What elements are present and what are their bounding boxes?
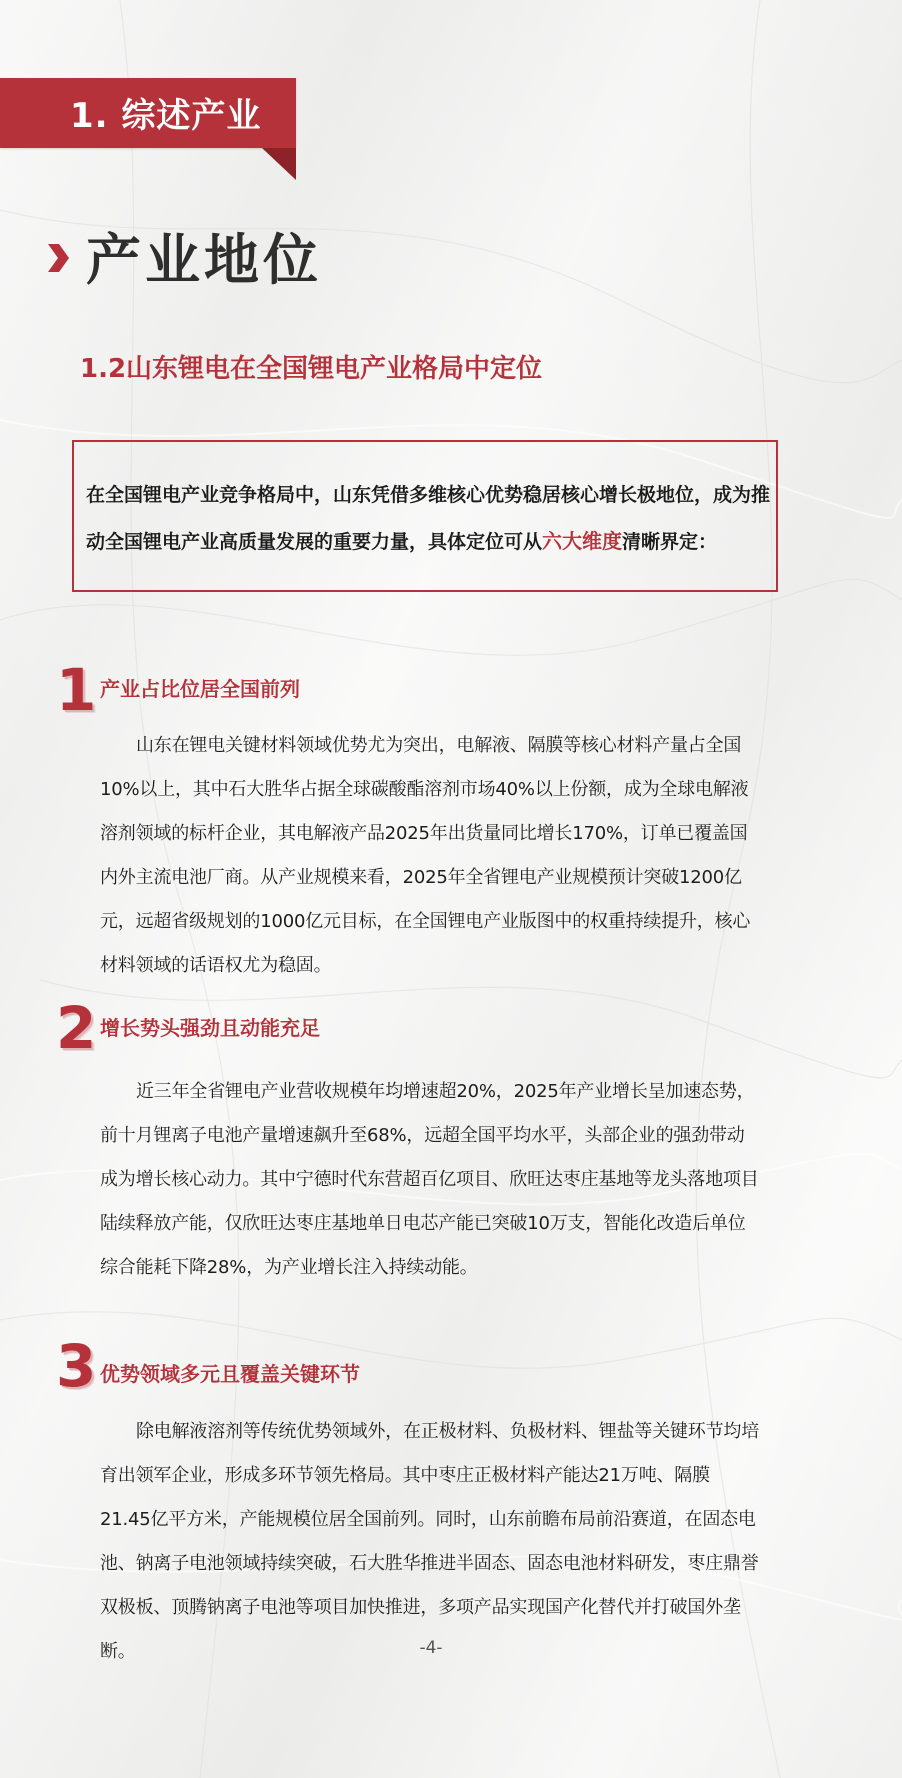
section-tag-fold (262, 148, 296, 180)
item-title: 优势领域多元且覆盖关键环节 (100, 1362, 360, 1386)
item-title: 产业占比位居全国前列 (100, 677, 300, 701)
item-number: 1 (56, 656, 97, 724)
item-number: 2 (56, 994, 97, 1062)
intro-highlight: 六大维度 (542, 529, 623, 553)
intro-text-after: 清晰界定： (622, 531, 718, 553)
item-body: 山东在锂电关键材料领域优势尤为突出，电解液、隔膜等核心材料产量占全国10%以上，其中石大胜华占据全球碳酸酯溶剂市场40%以上份额，成为全球电解液溶剂领域的标杆企业，其电解液产品2025年出货量同比增长170%，订单已覆盖国内外主流电池厂商。从产业规模来看，2025年全省锂电产业规模预计突破1200亿元，远超省级规划的1000亿元目标，在全国锂电产业版图中的权重持续提升，核心材料领域的话语权尤为稳固。 (100, 735, 751, 976)
section-tag-label: 1. 综述产业 (70, 96, 262, 136)
section-subtitle: 1.2山东锂电在全国锂电产业格局中定位 (80, 354, 543, 384)
item-number: 3 (56, 1332, 97, 1400)
item-body: 除电解液溶剂等传统优势领域外，在正极材料、负极材料、锂盐等关键环节均培育出领军企业，形成多环节领先格局。其中枣庄正极材料产能达21万吨、隔膜21.45亿平方米，产能规模位居全国前列。同时，山东前瞻布局前沿赛道，在固态电池、钠离子电池领域持续突破，石大胜华推进半固态、固态电池材料研发，枣庄鼎誉双极板、顶腾钠离子电池等项目加快推进，多项产品实现国产化替代并打破国外垄断。 (100, 1421, 759, 1662)
page-number: -4- (419, 1638, 443, 1658)
item-body: 近三年全省锂电产业营收规模年均增速超20%，2025年产业增长呈加速态势，前十月锂离子电池产量增速飙升至68%，远超全国平均水平，头部企业的强劲带动成为增长核心动力。其中宁德时代东营超百亿项目、欣旺达枣庄基地等龙头落地项目陆续释放产能，仅欣旺达枣庄基地单日电芯产能已突破10万支，智能化改造后单位综合能耗下降28%，为产业增长注入持续动能。 (100, 1081, 759, 1278)
chevron-right-icon (46, 242, 70, 274)
page-title: 产业地位 (86, 228, 323, 292)
item-title: 增长势头强劲且动能充足 (100, 1016, 320, 1040)
intro-text-before: 在全国锂电产业竞争格局中，山东凭借多维核心优势稳居核心增长极地位，成为推动全国锂电产业高质量发展的重要力量，具体定位可从 (86, 484, 771, 553)
intro-text (86, 472, 770, 565)
